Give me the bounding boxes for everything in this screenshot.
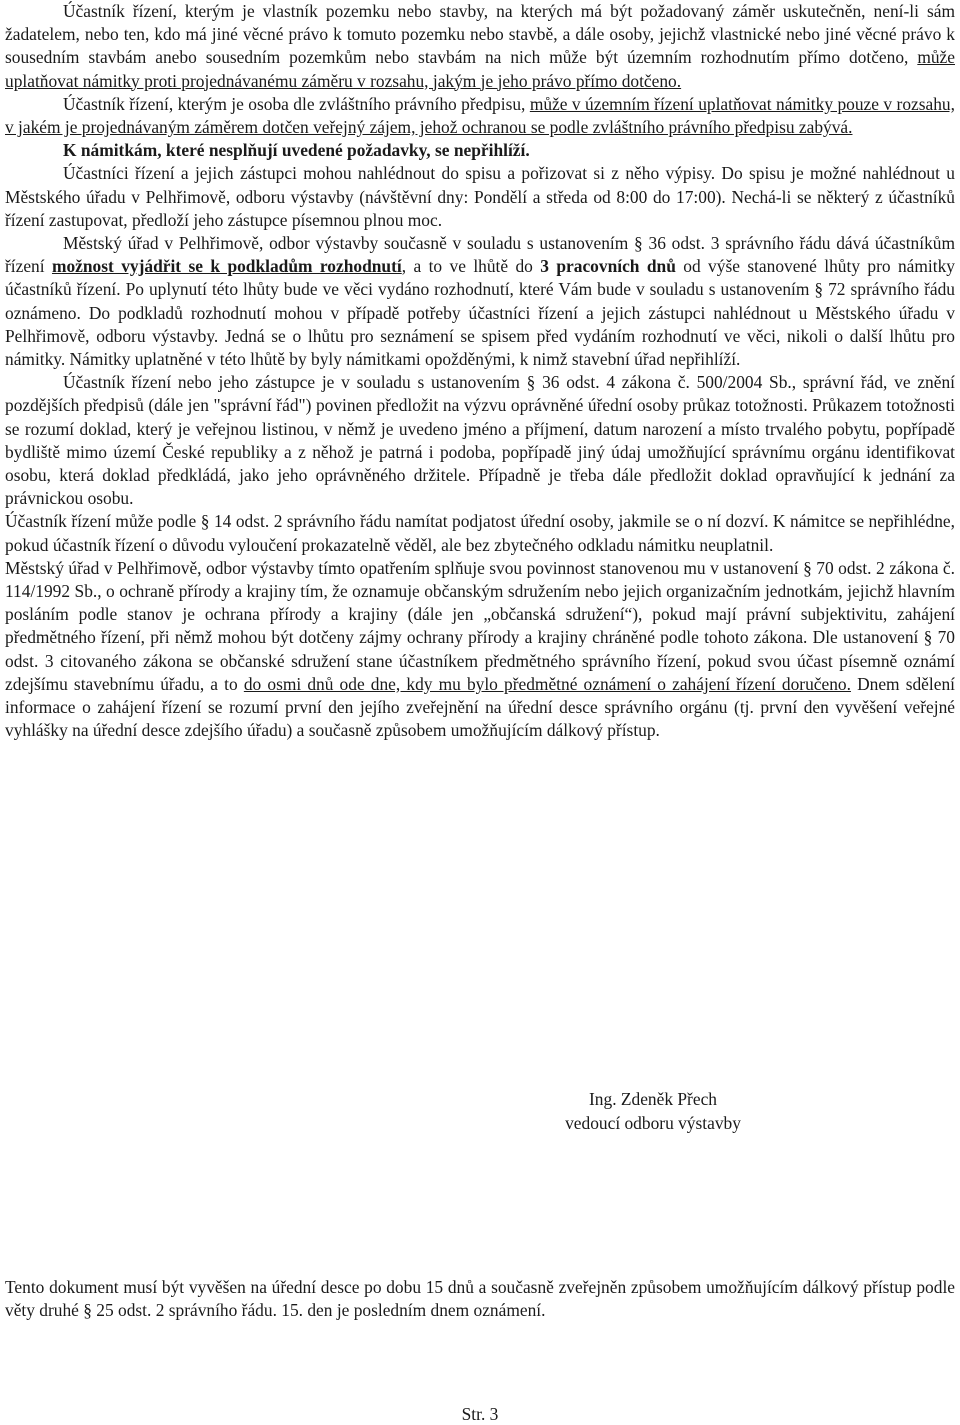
paragraph-text: , a to ve lhůtě do bbox=[401, 256, 541, 277]
underlined-text: do osmi dnů ode dne, kdy mu bylo předmětné oznámení o zahájení řízení doručeno. bbox=[243, 673, 851, 694]
underlined-text: může v územním řízení uplatňovat námitky pouze v rozsahu, v jakém je projednávaným záměrem dotčen veřejný zájem, jehož ochranou se podle zvláštního právního předpisu zabývá. bbox=[5, 93, 955, 138]
paragraph-owner-objections bbox=[5, 0, 955, 93]
document-body bbox=[5, 0, 955, 743]
posting-notice: Tento dokument musí být vyvěšen na úřední desce po dobu 15 dnů a současně zveřejněn způsobem umožňujícím dálkový přístup podle věty druhé § 25 odst. 2 správního řádu. 15. den je posledním dnem oznámení. bbox=[5, 1277, 955, 1321]
paragraph-identity-proof: Účastník řízení nebo jeho zástupce je v souladu s ustanovením § 36 odst. 4 zákona č. 500/2004 Sb., správní řád, ve znění pozdějších předpisů (dále jen "správní řád") povinen předložit na výzvu oprávněné úřední osoby průkaz totožnosti. Průkazem totožnosti se rozumí doklad, který je veřejnou listinou, v němž je uvedeno jméno a příjmení, datum narození a místo trvalého pobytu, popřípadě bydliště mimo území České republiky a z něhož je patrná i podoba, popřípadě jiný údaj umožňující správnímu orgánu identifikovat osobu, která doklad předkládá, jako jeho oprávněného držitele. Případně je třeba dále předložit doklad opravňující k jednání za právnickou osobu. bbox=[5, 372, 955, 509]
signatory-name: Ing. Zdeněk Přech bbox=[589, 1089, 717, 1109]
signature-block bbox=[548, 1087, 758, 1135]
paragraph-text: Účastník řízení, kterým je osoba dle zvláštního právního předpisu, bbox=[63, 93, 530, 114]
paragraph-nature-protection bbox=[5, 557, 955, 743]
paragraph-text: od výše stanovené lhůty pro námitky účastníků řízení. Po uplynutí této lhůty bude ve věci vydáno rozhodnutí, které Vám bude v souladu s ustanovením § 72 správního řádu oznámeno. Do podkladů rozhodnutí mohou v případě potřeby účastníci řízení a jejich zástupci nahlédnout u Městského úřadu v Pelhřimově, odboru výstavby. Jedná se o lhůtu pro seznámení se spisem před vydáním rozhodnutí ve věci, nikoli o další lhůtu pro námitky. Námitky uplatněné v této lhůtě by byly námitkami opožděnými, k nimž stavební úřad nepřihlíží. bbox=[5, 256, 955, 370]
paragraph-text: Účastník řízení, kterým je vlastník pozemku nebo stavby, na kterých má být požadovaný záměr uskutečněn, není-li sám žadatelem, nebo ten, kdo má jiné věcné právo k tomuto pozemku nebo stavbě, a dále osoby, jejichž vlastnické nebo jiné věcné právo k sousedním stavbám anebo sousedním pozemkům nebo stavbám na nich může být územním rozhodnutím přímo dotčeno, bbox=[5, 1, 955, 68]
page-number: Str. 3 bbox=[461, 1404, 499, 1424]
paragraph-file-inspection: Účastníci řízení a jejich zástupci mohou nahlédnout do spisu a pořizovat si z něho výpisy. Do spisu je možné nahlédnout u Městského úřadu v Pelhřimově, odboru výstavby (návštěvní dny: Pondělí a středa od 8:00 do 17:00). Nechá-li se některý z účastníků řízení zastupovat, předloží jeho zástupce písemnou plnou moc. bbox=[5, 163, 955, 230]
paragraph-comment-opportunity bbox=[5, 232, 955, 371]
paragraph-bias-objection: Účastník řízení může podle § 14 odst. 2 správního řádu namítat podjatost úřední osoby, jakmile se o ní dozví. K námitce se nepřihlédne, pokud účastník řízení o důvodu vyloučení prokazatelně věděl, ale bez zbytečného odkladu námitku neuplatnil. bbox=[5, 511, 955, 555]
paragraph-text: Dnem sdělení informace o zahájení řízení se rozumí první den jejího zveřejnění na úřední desce správního orgánu (tj. první den vyvěšení veřejné vyhlášky na úřední desce zdejšího úřadu) a současně způsobem umožňujícím dálkový přístup. bbox=[5, 673, 955, 741]
bold-deadline: 3 pracovních dnů bbox=[540, 256, 676, 277]
paragraph-special-law-objections bbox=[5, 93, 955, 139]
underlined-bold-text: možnost vyjádřit se k podkladům rozhodnutí bbox=[51, 256, 402, 277]
underlined-text: může uplatňovat námitky proti projednávanému záměru v rozsahu, jakým je jeho právo přímo dotčeno. bbox=[5, 47, 955, 91]
paragraph-text: Městský úřad v Pelhřimově, odbor výstavby tímto opatřením splňuje svou povinnost stanovenou mu v ustanovení § 70 odst. 2 zákona č. 114/1992 Sb., o ochraně přírody a krajiny tím, že oznamuje občanským sdružením nebo jejich organizačním jednotkám, jejichž hlavním posláním podle stanov je ochrana přírody a krajiny (dále jen „občanská sdružení“), pokud mají právní subjektivitu, zahájení předmětného řízení, při němž mohou být dotčeny zájmy ochrany přírody a krajiny chráněné podle tohoto zákona. Dle ustanovení § 70 odst. 3 citovaného zákona se občanské sdružení stane účastníkem předmětného správního řízení, pokud svou účast písemně oznámí zdejšímu stavebnímu úřadu, a to bbox=[5, 557, 955, 694]
paragraph-text: Městský úřad v Pelhřimově, odbor výstavby současně v souladu s ustanovením § 36 odst. 3 správního řádu dává účastníkům řízení bbox=[5, 233, 955, 277]
signatory-role: vedoucí odboru výstavby bbox=[565, 1113, 741, 1133]
paragraph-objections-rule: K námitkám, které nesplňují uvedené požadavky, se nepřihlíží. bbox=[63, 140, 530, 161]
